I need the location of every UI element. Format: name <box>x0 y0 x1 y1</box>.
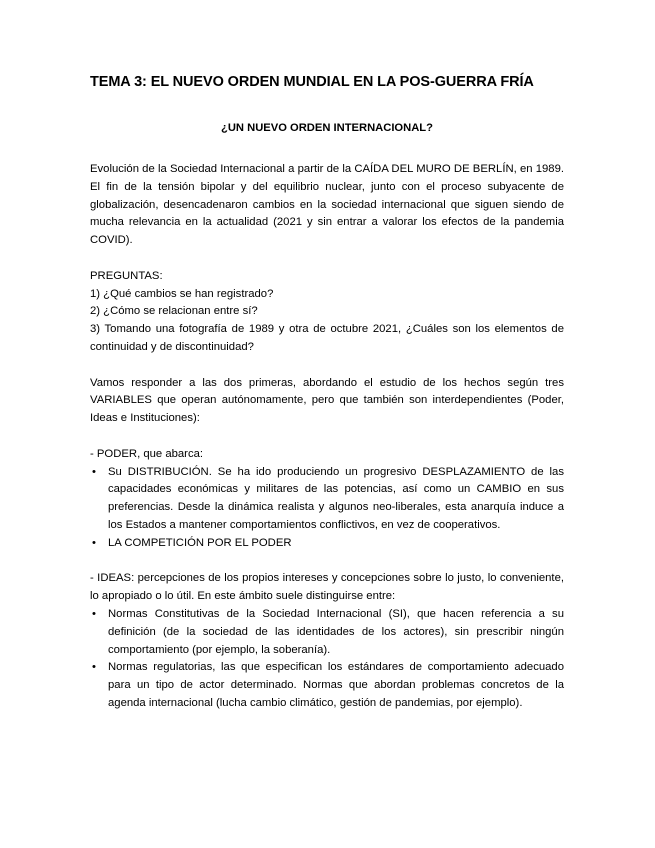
ideas-list <box>90 606 564 713</box>
list-item-text: Normas regulatorias, las que especifican los estándares de comportamiento adecuado para un tipo de actor determinado. Normas que abordan problemas concretos de la agenda internacional (lucha cambio climático, gestión de pandemias, por ejemplo). <box>108 661 564 709</box>
ideas-section <box>90 570 564 712</box>
questions-section <box>90 268 564 357</box>
list-item <box>90 464 564 535</box>
poder-heading: - PODER, que abarca: <box>90 447 204 460</box>
poder-section <box>90 446 564 553</box>
question-item: 1) ¿Qué cambios se han registrado? <box>90 287 274 300</box>
document-title: TEMA 3: EL NUEVO ORDEN MUNDIAL EN LA POS-GUERRA FRÍA <box>90 74 534 90</box>
bullet-icon: • <box>92 465 96 478</box>
list-item-text: Normas Constitutivas de la Sociedad Internacional (SI), que hacen referencia a su definición (de la sociedad de las identidades de los actores), sin prescribir ningún comportamiento (por ejemplo, la soberanía). <box>108 607 564 656</box>
document-subtitle: ¿UN NUEVO ORDEN INTERNACIONAL? <box>221 122 433 134</box>
bullet-icon: • <box>92 661 96 674</box>
approach-paragraph: Vamos responder a las dos primeras, abordando el estudio de los hechos según tres VARIABLES que operan autónomamente, pero que también son interdependientes (Poder, Ideas e Instituciones): <box>90 376 564 425</box>
document-page <box>90 74 564 713</box>
question-item: 2) ¿Cómo se relacionan entre sí? <box>90 305 258 318</box>
question-item: 3) Tomando una fotografía de 1989 y otra de octubre 2021, ¿Cuáles son los elementos de continuidad y de discontinuidad? <box>90 323 564 353</box>
bullet-icon: • <box>92 536 96 549</box>
list-item-text: Su DISTRIBUCIÓN. Se ha ido produciendo un progresivo DESPLAZAMIENTO de las capacidades económicas y militares de las potencias, así como un CAMBIO en sus preferencias. Desde la dinámica realista y algunos neo-liberales, esta anarquía induce a los Estados a mantener comportamientos conflictivos, en vez de cooperativos. <box>108 465 564 531</box>
list-item-text: LA COMPETICIÓN POR EL PODER <box>108 536 292 549</box>
bullet-icon: • <box>92 607 96 620</box>
questions-label: PREGUNTAS: <box>90 269 163 282</box>
intro-paragraph: Evolución de la Sociedad Internacional a partir de la CAÍDA DEL MURO DE BERLÍN, en 1989. El fin de la tensión bipolar y del equilibrio nuclear, junto con el proceso subyacente de globalización, desencadenaron cambios en la sociedad internacional que siguen siendo de mucha relevancia en la actualidad (2021 y sin entrar a valorar los efectos de la pandemia COVID). <box>90 163 564 247</box>
list-item <box>90 659 564 712</box>
ideas-heading: - IDEAS: percepciones de los propios intereses y concepciones sobre lo justo, lo conveniente, lo apropiado o lo útil. En este ámbito suele distinguirse entre: <box>90 572 564 603</box>
poder-list <box>90 464 564 553</box>
list-item <box>90 535 564 553</box>
list-item <box>90 606 564 659</box>
